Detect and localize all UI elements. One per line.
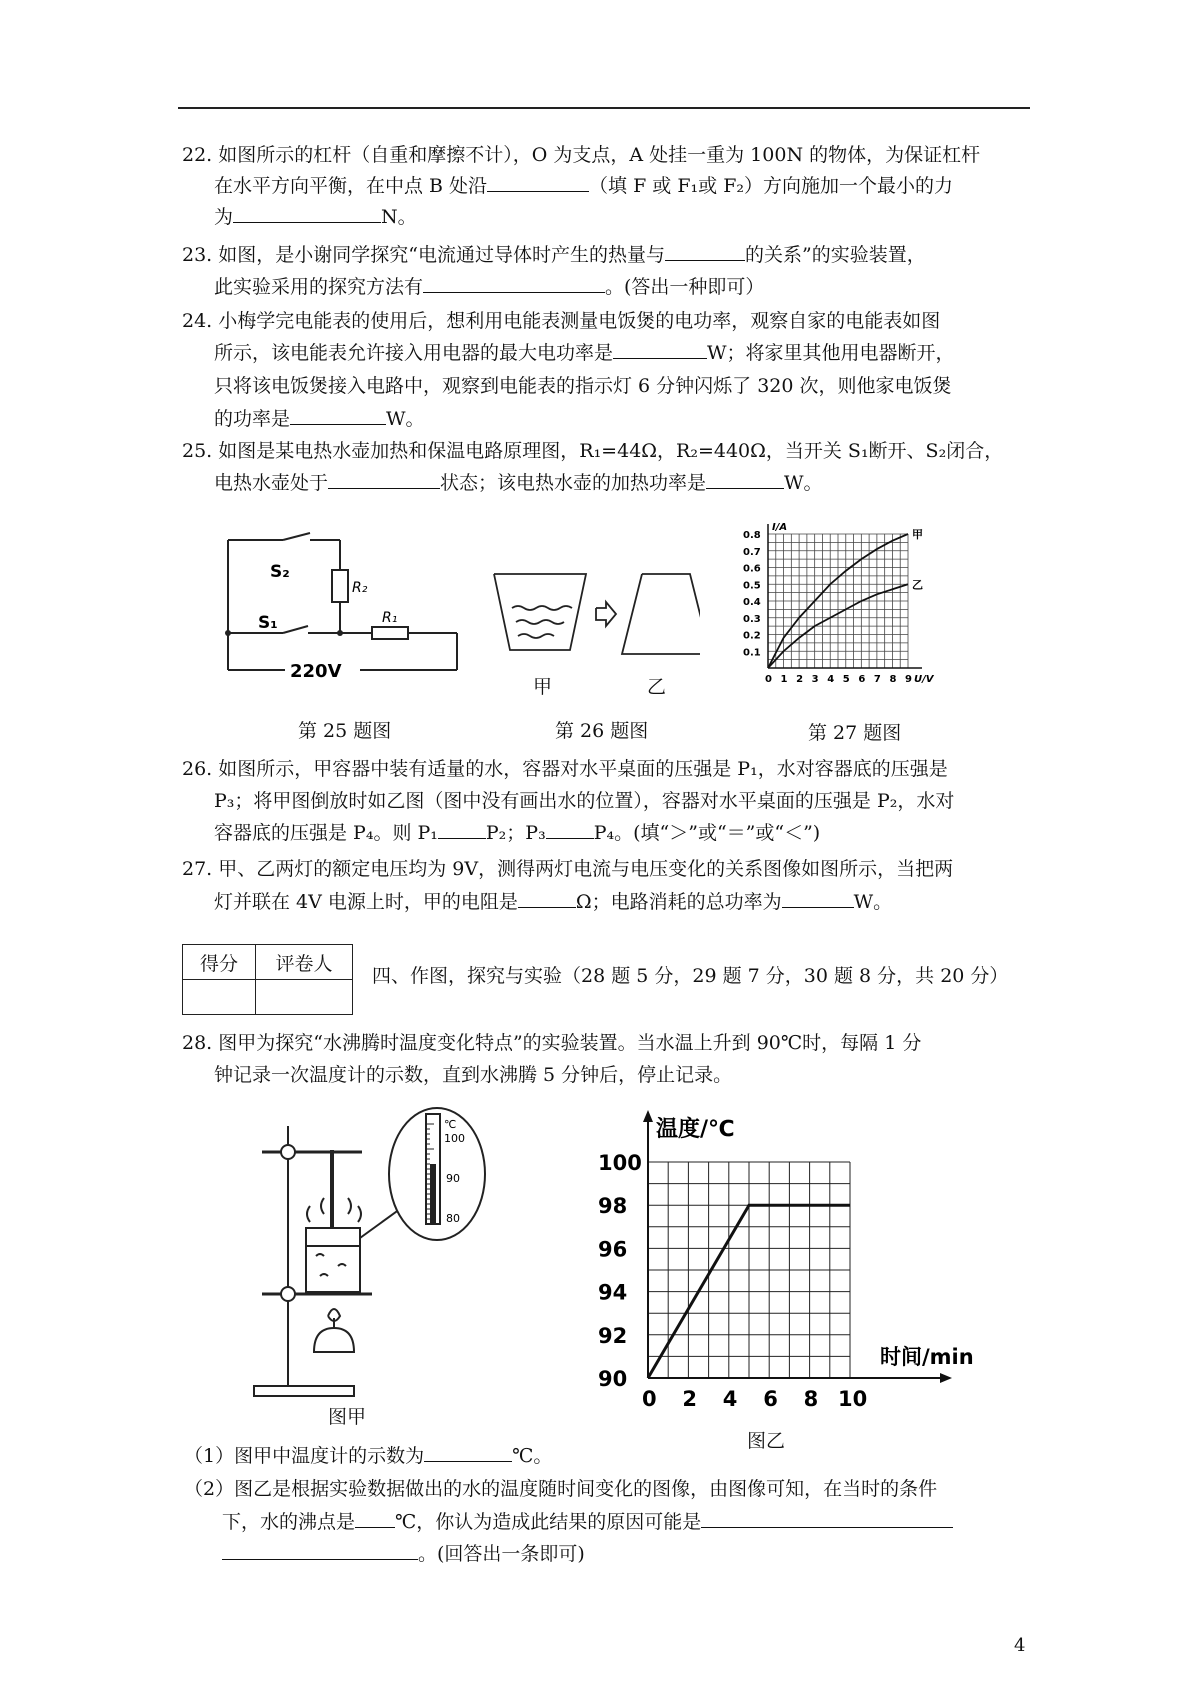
thermo-label-90: 90 <box>446 1172 460 1185</box>
q27-text: Ω；电路消耗的总功率为 <box>575 891 782 913</box>
label-r1: R₁ <box>382 610 398 626</box>
q26-text: P₂；P₃ <box>485 822 546 844</box>
fig25-caption: 第 25 题图 <box>298 720 392 742</box>
q23-text: 此实验采用的探究方法有 <box>214 276 424 298</box>
q23-text: 的关系”的实验装置， <box>744 244 926 266</box>
q25-line2 <box>214 470 823 496</box>
y-axis-label: 温度/℃ <box>656 1117 735 1142</box>
q26-blank2[interactable] <box>546 820 594 839</box>
q27-text: 灯并联在 4V 电源上时，甲的电阻是 <box>214 891 518 913</box>
x-tick-label: 8 <box>803 1387 819 1411</box>
q25-text: 电热水壶处于 <box>214 472 329 494</box>
q22-blank1[interactable] <box>487 173 589 192</box>
x-axis-arrow <box>940 1373 952 1383</box>
q27-blank2[interactable] <box>782 889 854 908</box>
q22-text: N。 <box>381 206 417 228</box>
q23-line2 <box>214 274 764 300</box>
q28-text: ℃，你认为造成此结果的原因可能是 <box>395 1511 702 1533</box>
y-tick-label: 0.7 <box>743 546 761 558</box>
x-tick-label: 9 <box>905 674 912 685</box>
q28-blank4[interactable] <box>222 1541 418 1560</box>
x-tick-label: 3 <box>811 674 819 685</box>
x-tick-label: 8 <box>889 674 897 685</box>
thermo-label-100: 100 <box>444 1132 465 1145</box>
q26-line3 <box>214 820 820 846</box>
q24-blank2[interactable] <box>290 406 386 425</box>
q23-text: 23. 如图，是小谢同学探究“电流通过导体时产生的热量与 <box>182 244 665 266</box>
y-tick-label: 0.6 <box>743 563 761 575</box>
x-tick-label: 0 <box>642 1387 657 1411</box>
q23-text: 。(答出一种即可） <box>605 276 765 298</box>
grader-cell[interactable] <box>256 980 353 1015</box>
q24-blank1[interactable] <box>613 340 707 359</box>
y-tick-label: 0.5 <box>743 580 761 592</box>
q25-text: 状态；该电热水壶的加热功率是 <box>440 472 707 494</box>
q28-blank2[interactable] <box>355 1509 395 1528</box>
fig26-containers <box>490 570 700 670</box>
q27-line2 <box>214 889 892 915</box>
q26-line1: 26. 如图所示，甲容器中装有适量的水，容器对水平桌面的压强是 P₁，水对容器底的压强是 <box>182 758 948 780</box>
junction-dot <box>337 630 343 636</box>
q24-text: W；将家里其他用电器断开， <box>707 342 955 364</box>
x-tick-label: 1 <box>780 674 788 685</box>
q28-sub1 <box>184 1443 552 1469</box>
q28-blank3[interactable] <box>701 1509 953 1528</box>
y-tick-label: 92 <box>598 1323 628 1348</box>
q24-line4 <box>214 406 425 432</box>
q28-text: 下，水的沸点是 <box>222 1511 356 1533</box>
q24-line1: 24. 小梅学完电能表的使用后，想利用电能表测量电饭煲的电功率，观察自家的电能表如图 <box>182 310 941 332</box>
fig26-caption: 第 26 题图 <box>555 720 649 742</box>
q24-line2 <box>214 340 955 366</box>
q26-blank1[interactable] <box>438 820 486 839</box>
y-tick-label: 0.8 <box>743 530 761 541</box>
stand-base <box>254 1386 354 1396</box>
x-tick-label: 0 <box>765 674 772 685</box>
q22-text: 为 <box>214 206 234 228</box>
q25-text: W。 <box>784 472 823 494</box>
x-tick-label: 4 <box>722 1387 738 1411</box>
y-axis-arrow <box>643 1110 653 1122</box>
y-tick-label: 94 <box>598 1280 628 1305</box>
fig28a-caption: 图甲 <box>328 1406 367 1428</box>
x-tick-label: 5 <box>842 674 850 685</box>
q28-line1: 28. 图甲为探究“水沸腾时温度变化特点”的实验装置。当水温上升到 90℃时，每隔 1 分 <box>182 1032 922 1054</box>
q28-text: （1）图甲中温度计的示数为 <box>184 1445 425 1467</box>
x-tick-label: 6 <box>858 674 866 685</box>
q27-line1: 27. 甲、乙两灯的额定电压均为 9V，测得两灯电流与电压变化的关系图像如图所示，当把两 <box>182 858 954 880</box>
fig28b-chart <box>588 1106 1008 1416</box>
x-axis-label: 时间/min <box>880 1345 974 1369</box>
q28-text: 。(回答出一条即可) <box>418 1543 585 1565</box>
mercury-column <box>430 1164 436 1224</box>
x-tick-label: 6 <box>763 1387 778 1411</box>
q23-blank2[interactable] <box>423 274 605 293</box>
section-4-heading: 四、作图，探究与实验（28 题 5 分，29 题 7 分，30 题 8 分，共 20 分） <box>372 965 1009 987</box>
q22-text: （填 F 或 F₁或 F₂）方向施加一个最小的力 <box>589 175 953 197</box>
label-s2: S₂ <box>270 562 290 582</box>
junction-dot <box>225 630 231 636</box>
score-cell[interactable] <box>183 980 256 1015</box>
q24-text: 的功率是 <box>214 408 291 430</box>
q23-blank1[interactable] <box>665 242 745 261</box>
x-tick-label: 7 <box>873 674 881 685</box>
thermo-unit: ℃ <box>444 1118 457 1131</box>
q23-line1 <box>182 242 926 268</box>
y-tick-label: 96 <box>598 1237 628 1262</box>
y-axis-label: I/A <box>772 522 788 533</box>
q22-text: 在水平方向平衡，在中点 B 处沿 <box>214 175 488 197</box>
clamp-knob <box>281 1145 295 1159</box>
score-table <box>182 944 353 1015</box>
q22-line3 <box>214 204 417 230</box>
q24-text: 所示，该电能表允许接入用电器的最大电功率是 <box>214 342 614 364</box>
q28-line2: 钟记录一次温度计的示数，直到水沸腾 5 分钟后，停止记录。 <box>214 1064 733 1086</box>
label-r2: R₂ <box>352 580 368 596</box>
y-tick-label: 0.4 <box>743 597 761 608</box>
y-tick-label: 90 <box>598 1367 628 1391</box>
y-tick-label: 0.2 <box>743 630 761 642</box>
y-tick-label: 98 <box>598 1194 628 1219</box>
q28-blank1[interactable] <box>424 1443 512 1462</box>
clamp-knob <box>281 1287 295 1301</box>
x-tick-label: 10 <box>838 1387 868 1411</box>
fig28b-caption: 图乙 <box>747 1430 786 1452</box>
grader-header: 评卷人 <box>256 945 353 980</box>
page-number: 4 <box>1014 1635 1026 1656</box>
q28-text: ℃。 <box>512 1445 553 1467</box>
q27-text: W。 <box>853 891 893 913</box>
label-s1: S₁ <box>258 613 278 633</box>
q24-text: W。 <box>386 408 425 430</box>
q22-blank2[interactable] <box>233 204 381 223</box>
q28-sub2-line3 <box>222 1541 585 1567</box>
x-tick-label: 4 <box>827 674 835 685</box>
header-rule <box>178 107 1030 109</box>
q22-line2 <box>214 173 953 199</box>
series-label: 乙 <box>912 578 923 592</box>
fig27-chart <box>730 520 940 710</box>
fig28a-apparatus <box>232 1106 532 1416</box>
fig26-label-jia: 甲 <box>533 676 553 698</box>
fig26-label-yi: 乙 <box>647 676 667 698</box>
q25-blank2[interactable] <box>706 470 784 489</box>
q25-blank1[interactable] <box>328 470 440 489</box>
q27-blank1[interactable] <box>518 889 576 908</box>
q28-sub2-line2 <box>222 1509 953 1535</box>
x-axis-label: U/V <box>914 674 934 685</box>
score-header: 得分 <box>183 945 256 980</box>
beaker <box>306 1228 360 1292</box>
alcohol-lamp <box>314 1328 354 1352</box>
q22-line1: 22. 如图所示的杠杆（自重和摩擦不计），O 为支点，A 处挂一重为 100N 的物体，为保证杠杆 <box>182 144 981 166</box>
q28-sub2-line1: （2）图乙是根据实验数据做出的水的温度随时间变化的图像，由图像可知，在当时的条件 <box>184 1478 938 1500</box>
q25-line1: 25. 如图是某电热水壶加热和保温电路原理图，R₁=44Ω，R₂=440Ω，当开关 S₁断开、S₂闭合， <box>182 440 1004 462</box>
fig27-caption: 第 27 题图 <box>808 722 902 744</box>
y-tick-label: 0.1 <box>743 647 761 659</box>
q26-text: P₄。(填“＞”或“＝”或“＜”) <box>593 822 821 844</box>
label-220v: 220V <box>290 661 342 682</box>
x-tick-label: 2 <box>682 1387 698 1411</box>
series-label: 甲 <box>912 528 923 541</box>
thermo-label-80: 80 <box>446 1212 460 1225</box>
q24-line3: 只将该电饭煲接入电路中，观察到电能表的指示灯 6 分钟闪烁了 320 次，则他家电饭煲 <box>214 375 952 397</box>
q26-line2: P₃；将甲图倒放时如乙图（图中没有画出水的位置），容器对水平桌面的压强是 P₂，水对 <box>214 790 955 812</box>
fig25-circuit <box>220 530 470 700</box>
y-tick-label: 0.3 <box>743 613 761 625</box>
x-tick-label: 2 <box>796 674 804 685</box>
y-tick-label: 100 <box>598 1151 642 1175</box>
q26-text: 容器底的压强是 P₄。则 P₁ <box>214 822 438 844</box>
